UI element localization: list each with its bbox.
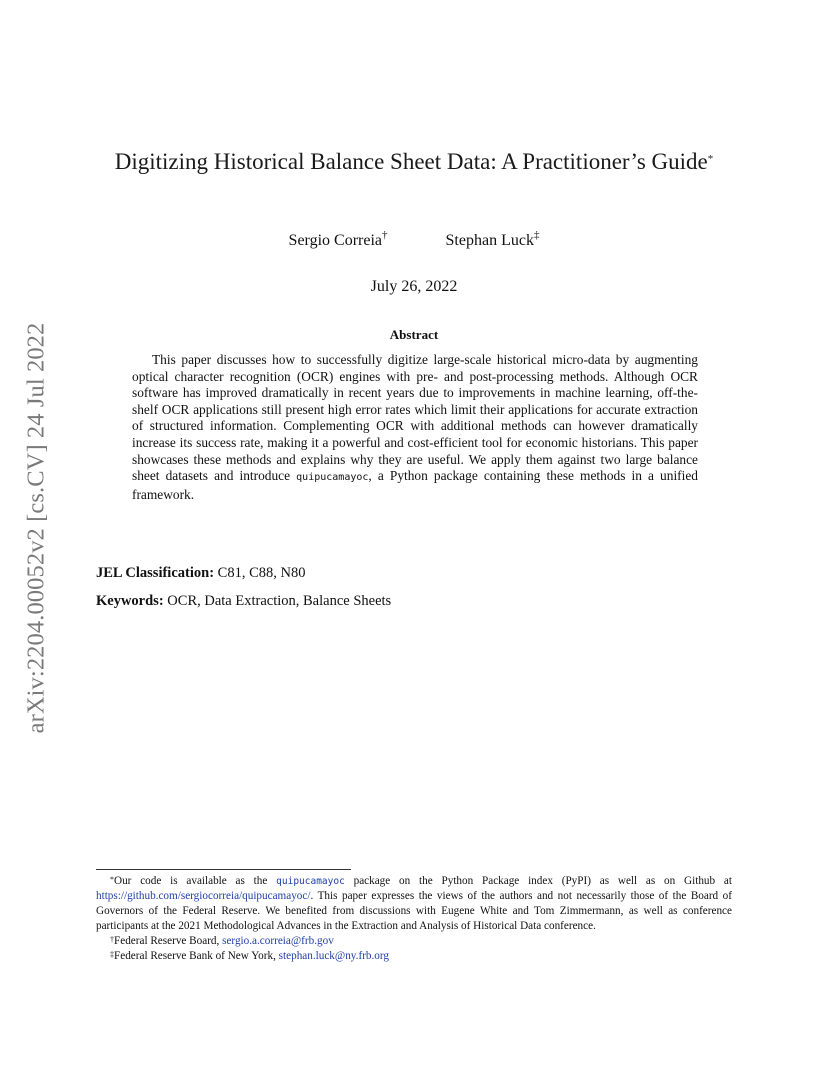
package-link[interactable]: quipucamayoc [276, 876, 345, 887]
keywords [96, 593, 391, 610]
author-mark: † [382, 229, 388, 241]
jel-label: JEL Classification: [96, 565, 215, 581]
author-name: Sergio Correia [288, 232, 383, 249]
keywords-value: OCR, Data Extraction, Balance Sheets [167, 593, 392, 609]
email-link-correia[interactable]: sergio.a.correia@frb.gov [222, 935, 334, 947]
author-list [0, 229, 828, 250]
footnote-rule [96, 869, 351, 870]
author-name: Stephan Luck [445, 232, 534, 249]
footnote-text: Our code is available as the [114, 875, 277, 887]
footnote-text: Federal Reserve Bank of New York, [114, 950, 279, 962]
email-link-luck[interactable]: stephan.luck@ny.frb.org [278, 950, 390, 962]
footnote-text: . This paper expresses the views of the authors and not necessarily those of the Board of Governors of the Federal Reserve. We benefited from discussions with Eugene White and Tom Zimmermann, as well as conference participants at the 2021 Methodological Advances in the Extraction and Analysis of Historical Data conference. [96, 890, 732, 932]
jel-value: C81, C88, N80 [217, 565, 306, 581]
arxiv-stamp-text: arXiv:2204.00052v2 [cs.CV] 24 Jul 2022 [22, 322, 49, 733]
abstract-text-end: , a Python package containing these methods in a unified framework. [132, 468, 698, 502]
footnote-mark: † [110, 935, 114, 944]
footnote-dagger [96, 934, 732, 949]
footnote-mark: * [110, 875, 114, 884]
title-text: Digitizing Historical Balance Sheet Data: A Practitioner’s Guide [114, 149, 708, 174]
arxiv-stamp [20, 295, 52, 760]
abstract-body [132, 352, 698, 503]
footnote-ddagger [96, 949, 732, 964]
footnote-mark: ‡ [110, 950, 114, 959]
footnote-text: package on the Python Package index (PyPI) as well as on Github at [344, 875, 732, 887]
abstract-heading: Abstract [389, 327, 439, 342]
paper-date: July 26, 2022 [370, 278, 458, 295]
footnote-star [96, 874, 732, 934]
footnote-text: Federal Reserve Board, [114, 935, 223, 947]
github-link[interactable]: https://github.com/sergiocorreia/quipucamayoc/ [96, 890, 311, 902]
author-luck [445, 229, 540, 250]
abstract-package-name: quipucamayoc [296, 472, 369, 484]
author-mark: ‡ [533, 229, 540, 241]
title-footnote-mark: * [707, 153, 714, 165]
abstract-text: This paper discusses how to successfully digitize large-scale historical micro-data by augmenting optical character recognition (OCR) engines with pre- and post-processing methods. Although OCR software has improved dramatically in recent years due to improvements in machine learning, off-the-shelf OCR applications still present high error rates which limit their applications for accurate extraction of structured information. Complementing OCR with additional methods can however dramatically increase its success rate, making it a powerful and cost-efficient tool for economic historians. This paper showcases these methods and explains why they are useful. We apply them against two large balance sheet datasets and introduce [132, 352, 698, 484]
keywords-label: Keywords: [96, 593, 164, 609]
author-correia [288, 229, 388, 250]
footnotes [96, 874, 732, 964]
jel-classification [96, 565, 305, 582]
paper-title [96, 147, 732, 177]
